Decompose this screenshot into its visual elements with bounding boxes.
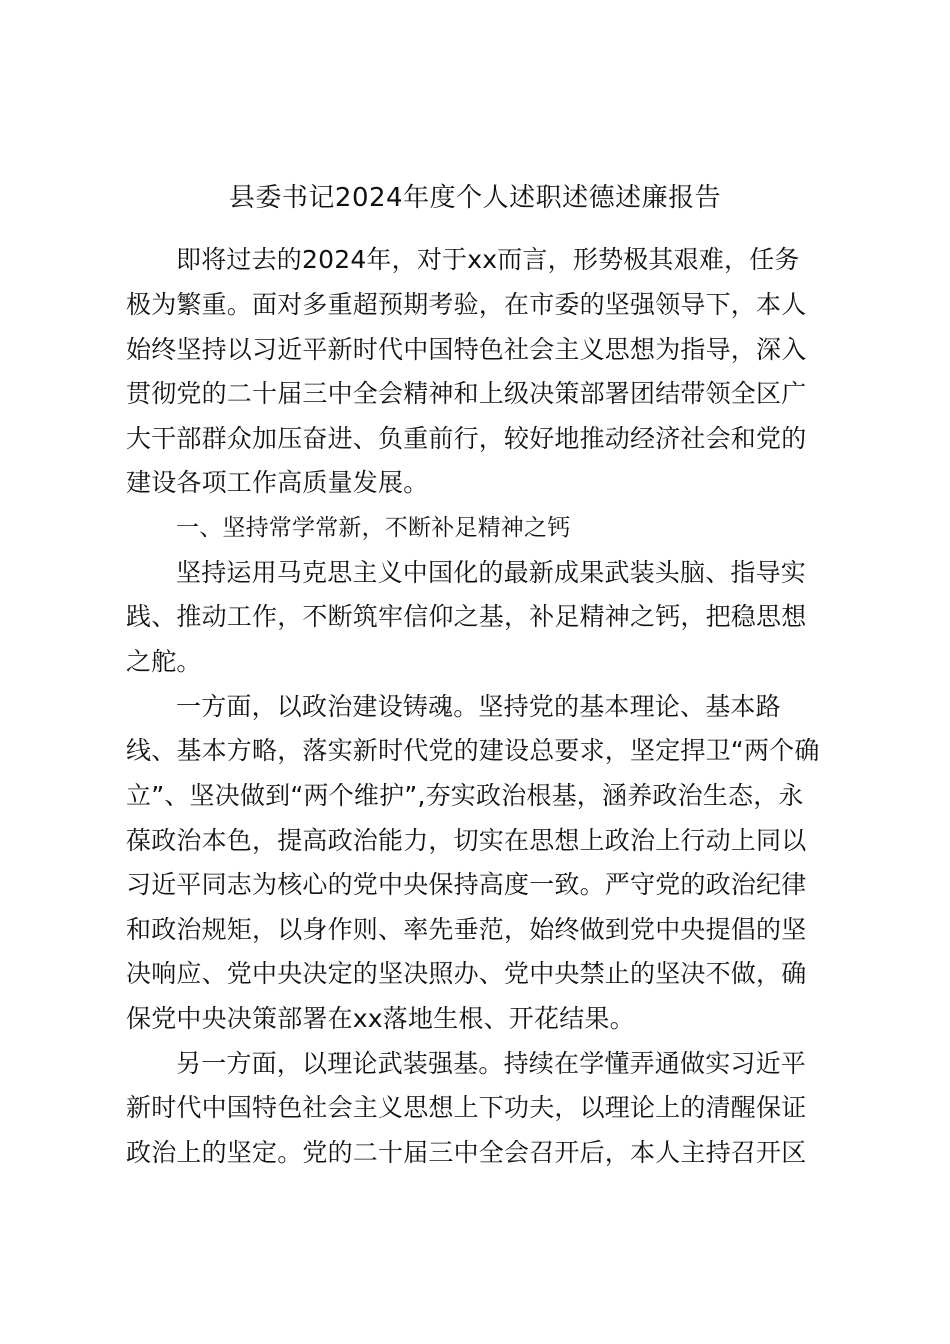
paragraph-line: 始终坚持以习近平新时代中国特色社会主义思想为指导，深入 xyxy=(126,335,807,364)
paragraph-line: 极为繁重。面对多重超预期考验，在市委的坚强领导下，本人 xyxy=(126,290,807,319)
paragraph-line: 保党中央决策部署在xx落地生根、开花结果。 xyxy=(126,1004,635,1033)
paragraph-line: 另一方面，以理论武装强基。持续在学懂弄通做实习近平 xyxy=(176,1049,807,1078)
paragraph-line: 即将过去的2024年，对于xx而言，形势极其艰难，任务 xyxy=(176,245,800,274)
paragraph-line: 新时代中国特色社会主义思想上下功夫，以理论上的清醒保证 xyxy=(126,1093,807,1122)
paragraph-line: 践、推动工作，不断筑牢信仰之基，补足精神之钙，把稳思想 xyxy=(126,602,807,631)
paragraph-line: 葆政治本色，提高政治能力，切实在思想上政治上行动上同以 xyxy=(126,826,807,855)
paragraph-line: 政治上的坚定。党的二十届三中全会召开后，本人主持召开区 xyxy=(126,1138,807,1167)
paragraph-line: 线、基本方略，落实新时代党的建设总要求，坚定捍卫“两个确 xyxy=(126,736,820,765)
paragraph-line: 大干部群众加压奋进、负重前行，较好地推动经济社会和党的 xyxy=(126,424,807,453)
document-title: 县委书记2024年度个人述职述德述廉报告 xyxy=(228,183,722,213)
paragraph-line: 一方面，以政治建设铸魂。坚持党的基本理论、基本路 xyxy=(176,692,781,721)
paragraph-line: 习近平同志为核心的党中央保持高度一致。严守党的政治纪律 xyxy=(126,870,807,899)
paragraph-line: 之舵。 xyxy=(126,647,202,676)
paragraph-line: 立”、坚决做到“两个维护”,夯实政治根基，涵养政治生态，永 xyxy=(126,781,804,810)
paragraph-line: 建设各项工作高质量发展。 xyxy=(126,468,429,497)
paragraph-line: 决响应、党中央决定的坚决照办、党中央禁止的坚决不做，确 xyxy=(126,959,807,988)
paragraph-line: 贯彻党的二十届三中全会精神和上级决策部署团结带领全区广 xyxy=(126,379,807,408)
paragraph-line: 坚持运用马克思主义中国化的最新成果武装头脑、指导实 xyxy=(176,558,807,587)
paragraph-line: 和政治规矩，以身作则、率先垂范，始终做到党中央提倡的坚 xyxy=(126,915,807,944)
section-heading: 一、坚持常学常新，不断补足精神之钙 xyxy=(176,515,571,541)
